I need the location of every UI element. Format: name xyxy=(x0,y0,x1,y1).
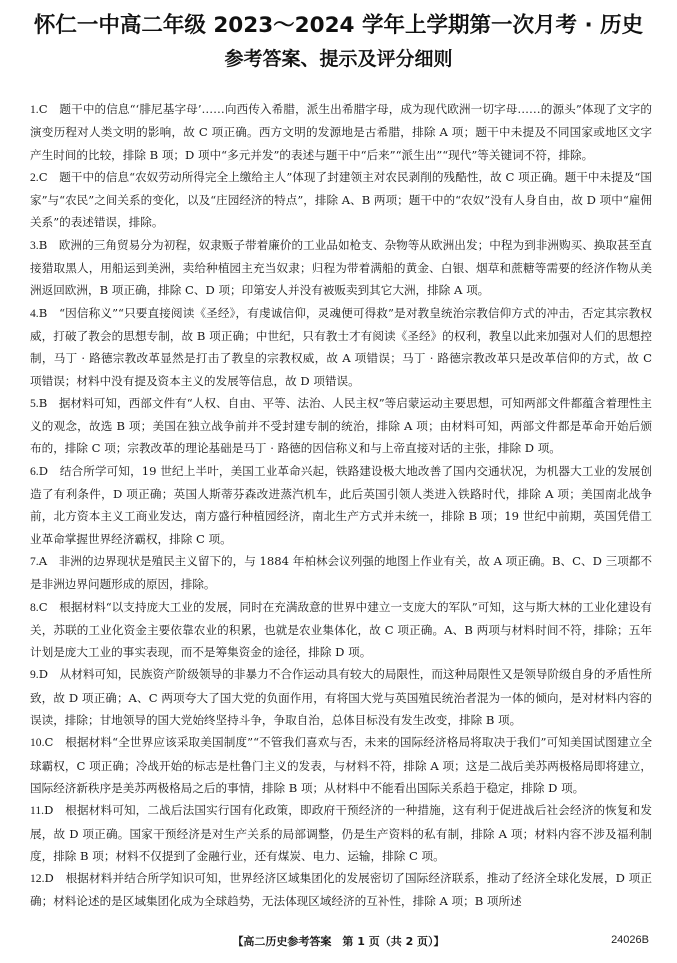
item-number: 1. xyxy=(30,103,39,116)
item-explanation: 据材料可知，西部文件有“人权、自由、平等、法治、人民主权”等启蒙运动主要思想，可知两部文件都蕴含着理性主义的观念，故选 B 项；美国在独立战争前并不受封建专制的统治，排除 A 项；由材料可知，两部文件都是革命开始后颁布的，排除 C 项；宗教改革的理论基础是马丁 · 路德的因信称义和与上帝直接对话的主张，排除 D 项。 xyxy=(30,395,652,456)
item-number: 10. xyxy=(30,736,45,750)
document-code: 24026B xyxy=(611,934,649,946)
item-answer: A xyxy=(38,553,48,568)
item-explanation: 题干中的信息“农奴劳动所得完全上缴给主人”体现了封建领主对农民剥削的残酷性，故 C 项正确。题干中未提及“国家”与“农民”之间关系的变化，以及“庄园经济的特点”，排除 A、B 两项；题干中的“农奴”没有人身自由，故 D 项中“雇佣关系”的表述错误，排除。 xyxy=(30,169,652,230)
item-answer: C xyxy=(38,599,48,614)
item-explanation: 根据材料“全世界应该采取美国制度”“不管我们喜欢与否，未来的国际经济格局将取决于我们”可知美国试图建立全球霸权，C 项正确；冷战开始的标志是杜鲁门主义的发表，与材料不符，排除 A 项；这是二战后美苏两极格局即将建立，国际经济新秩序是美苏两极格局之后的事情，排除 B 项；从材料中不能看出国际关系趋于稳定，排除 D 项。 xyxy=(30,735,652,795)
page-footer: 【高二历史参考答案 第 1 页（共 2 页）】 xyxy=(232,935,445,948)
answer-item xyxy=(30,596,652,664)
item-explanation: 根据材料“以支持庞大工业的发展，同时在充满敌意的世界中建立一支庞大的军队”可知，这与斯大林的工业化建设有关，苏联的工业化资金主要依靠农业的积累，也就是农业集体化，故 C 项正确。A、B 两项与材料时间不符，排除；五年计划是庞大工业的事实表现，而不是筹集资金的途径，排除 D 项。 xyxy=(30,599,652,660)
page-subtitle: 参考答案、提示及评分细则 xyxy=(224,48,453,70)
item-number: 2. xyxy=(30,170,39,184)
item-number: 4. xyxy=(30,306,39,320)
answer-item xyxy=(30,799,652,867)
item-number: 7. xyxy=(30,554,39,568)
answer-item xyxy=(30,166,652,234)
item-number: 12. xyxy=(30,872,45,886)
answer-item xyxy=(30,234,652,302)
answer-item xyxy=(30,867,652,913)
item-number: 11. xyxy=(30,804,45,818)
item-explanation: “因信称义”“只要直接阅读《圣经》，有虔诚信仰，灵魂便可得救”是对教皇统治宗教信仰方式的冲击，否定其宗教权威，打破了教会的思想专制，故 B 项正确；中世纪，只有教士才有阅读《圣经》的权利，教皇以此来加强对人们的思想控制，马丁 · 路德宗教改革显然是打击了教皇的宗教权威，故 A 项错误；马丁 · 路德宗教改革只是改革信仰的方式，故 C 项错误；材料中没有提及资本主义的发展等信息，故 D 项错误。 xyxy=(30,305,652,388)
answer-item xyxy=(30,731,652,799)
item-answer: C xyxy=(38,102,48,116)
item-answer: B xyxy=(38,237,48,252)
item-number: 3. xyxy=(30,238,39,252)
answer-item xyxy=(30,460,652,550)
item-explanation: 根据材料可知，二战后法国实行国有化政策，即政府干预经济的一种措施，这有利于促进战后社会经济的恢复和发展，故 D 项正确。国家干预经济是对生产关系的局部调整，仍是生产资料的私有制，排除 A 项；材料内容不涉及福利制度，排除 B 项；材料不仅提到了金融行业，还有煤炭、电力、运输，排除 C 项。 xyxy=(30,803,652,863)
item-answer: D xyxy=(38,667,48,682)
item-answer: D xyxy=(38,463,48,478)
item-number: 5. xyxy=(30,396,39,410)
page-title: 怀仁一中高二年级 2023～2024 学年上学期第一次月考 · 历史 xyxy=(33,13,644,38)
item-explanation: 结合所学可知，19 世纪上半叶，美国工业革命兴起，铁路建设极大地改善了国内交通状况，为机器大工业的发展创造了有利条件，D 项正确；英国人斯蒂芬森改进蒸汽机车，此后英国引领人类进入铁路时代，排除 A 项；美国南北战争前，北方资本主义工商业发达，南方盛行种植园经济，南北生产方式并未统一，排除 B 项；19 世纪中前期，英国凭借工业革命掌握世界经济霸权，排除 C 项。 xyxy=(30,463,652,546)
item-explanation: 非洲的边界现状是殖民主义留下的，与 1884 年柏林会议列强的地图上作业有关，故 A 项正确。B、C、D 三项都不是非洲边界问题形成的原因，排除。 xyxy=(30,553,652,592)
item-number: 6. xyxy=(30,464,39,478)
item-answer: B xyxy=(38,305,48,320)
item-explanation: 根据材料并结合所学知识可知，世界经济区域集团化的发展密切了国际经济联系，推动了经济全球化发展，D 项正确；材料论述的是区域集团化成为全球趋势，无法体现区域经济的互补性，排除 A 项；B 项所述 xyxy=(30,871,652,909)
item-answer: C xyxy=(38,169,48,184)
answer-item xyxy=(30,663,652,731)
item-answer: C xyxy=(44,735,54,750)
item-answer: B xyxy=(38,395,48,410)
item-explanation: 从材料可知，民族资产阶级领导的非暴力不合作运动具有较大的局限性，而这种局限性又是领导阶级自身的矛盾性所致，故 D 项正确；A、C 两项夸大了国大党的负面作用，有将国大党与英国殖民统治者混为一体的倾向，是对材料内容的误读，排除；甘地领导的国大党始终坚持斗争，争取自治，总体目标没有发生改变，排除 B 项。 xyxy=(30,667,652,728)
answer-item xyxy=(30,550,652,596)
item-explanation: 题干中的信息“‘腓尼基字母’……向西传入希腊，派生出希腊字母，成为现代欧洲一切字母……的源头”体现了文字的演变历程对人类文明的影响，故 C 项正确。西方文明的发源地是古希腊，排除 A 项；题干中未提及不同国家或地区文字产生时间的比较，排除 B 项；D 项中“多元并发”的表述与题干中“后来”“派生出”“现代”等关键词不符，排除。 xyxy=(30,102,652,162)
item-number: 9. xyxy=(30,668,39,682)
item-answer: D xyxy=(44,871,54,886)
item-number: 8. xyxy=(30,600,39,614)
answer-item xyxy=(30,302,652,392)
item-explanation: 欧洲的三角贸易分为初程，奴隶贩子带着廉价的工业品如枪支、杂物等从欧洲出发；中程为到非洲购买、换取甚至直接猎取黑人，用船运到美洲，卖给种植园主充当奴隶；归程为带着满船的黄金、白银、烟草和蔗糖等需要的经济作物从美洲返回欧洲，B 项正确，排除 C、D 项；印第安人并没有被贩卖到其它大洲，排除 A 项。 xyxy=(30,237,652,298)
answer-list xyxy=(30,98,652,913)
answer-item xyxy=(30,98,652,166)
item-answer: D xyxy=(44,803,54,818)
answer-item xyxy=(30,392,652,460)
